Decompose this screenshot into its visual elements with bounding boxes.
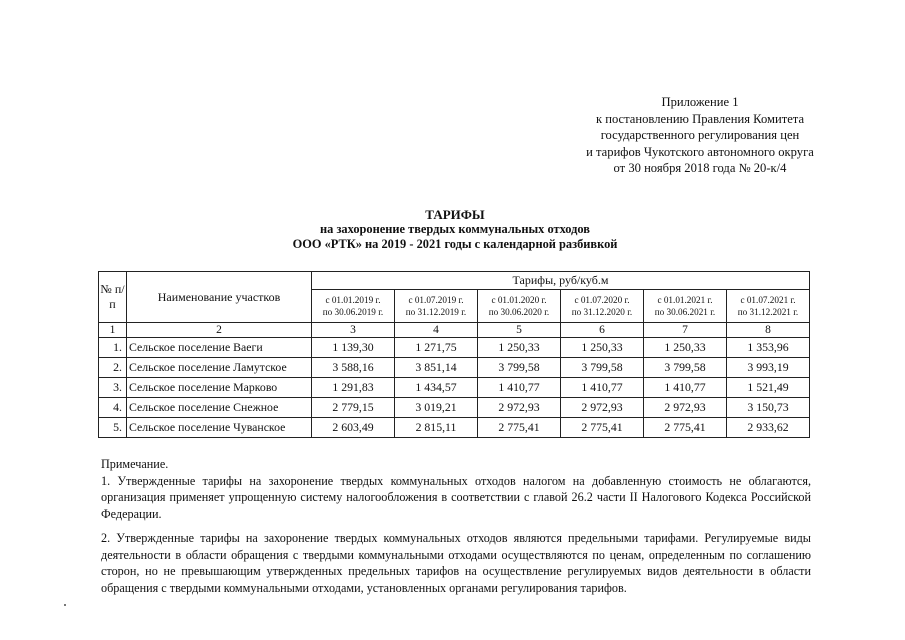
note-2: 2. Утвержденные тарифы на захоронение твердых коммунальных отходов являются предельными тарифами. Регулируемые виды деятельности в области обращения с твердыми коммунальными отходами осуществляются по ценам, определенным по соглашению сторон, но не превышающим утвержденных предельных тарифов на осуществление регулируемых видов деятельности в области обращения с твердыми коммунальными отходами, установленных органами регулирования тарифов. xyxy=(101,531,811,595)
tariff-value: 3 993,19 xyxy=(727,358,810,378)
row-number: 4. xyxy=(99,398,127,418)
tariff-value: 3 799,58 xyxy=(561,358,644,378)
period-cell xyxy=(644,290,727,323)
table-row xyxy=(99,338,810,358)
row-number: 1. xyxy=(99,338,127,358)
notes-heading: Примечание. xyxy=(101,457,169,471)
row-name: Сельское поселение Ваеги xyxy=(127,338,312,358)
period-to: по 30.06.2019 г. xyxy=(322,307,384,317)
period-cell xyxy=(727,290,810,323)
period-to: по 30.06.2020 г. xyxy=(488,307,550,317)
period-to: по 31.12.2019 г. xyxy=(405,307,467,317)
row-name: Сельское поселение Ламутское xyxy=(127,358,312,378)
column-number: 2 xyxy=(127,323,312,338)
row-number: 3. xyxy=(99,378,127,398)
table-header-row xyxy=(99,272,810,290)
tariff-value: 3 799,58 xyxy=(478,358,561,378)
scan-speck xyxy=(64,604,66,606)
column-number: 7 xyxy=(644,323,727,338)
tariff-value: 1 250,33 xyxy=(561,338,644,358)
note-1: 1. Утвержденные тарифы на захоронение твердых коммунальных отходов налогом на добавленную стоимость не облагаются, организация применяет упрощенную систему налогообложения в соответствии с главой 26.2 части II Налогового Кодекса Российской Федерации. xyxy=(101,473,811,521)
period-from: с 01.07.2019 г. xyxy=(408,294,464,305)
title-line-1: ТАРИФЫ xyxy=(425,207,485,222)
tariff-value: 1 521,49 xyxy=(727,378,810,398)
appendix-header xyxy=(540,94,860,177)
column-number: 8 xyxy=(727,323,810,338)
header-name: Наименование участков xyxy=(127,272,312,323)
period-from: с 01.01.2019 г. xyxy=(325,294,381,305)
tariff-value: 1 139,30 xyxy=(312,338,395,358)
tariff-value: 1 250,33 xyxy=(644,338,727,358)
document-title xyxy=(220,207,690,252)
row-number: 2. xyxy=(99,358,127,378)
tariffs-table xyxy=(98,271,810,438)
tariff-value: 2 775,41 xyxy=(644,418,727,438)
column-number: 6 xyxy=(561,323,644,338)
period-to: по 31.12.2020 г. xyxy=(571,307,633,317)
tariff-value: 2 933,62 xyxy=(727,418,810,438)
tariff-value: 2 815,11 xyxy=(395,418,478,438)
tariff-value: 2 779,15 xyxy=(312,398,395,418)
appendix-line: и тарифов Чукотского автономного округа xyxy=(586,144,814,159)
header-number: № п/п xyxy=(99,272,127,323)
appendix-line: государственного регулирования цен xyxy=(600,128,800,142)
period-cell xyxy=(312,290,395,323)
table-row xyxy=(99,418,810,438)
row-name: Сельское поселение Снежное xyxy=(127,398,312,418)
period-to: по 30.06.2021 г. xyxy=(654,307,716,317)
column-number: 1 xyxy=(99,323,127,338)
appendix-line: Приложение 1 xyxy=(661,95,739,109)
title-line-3: ООО «РТК» на 2019 - 2021 годы с календарной разбивкой xyxy=(292,237,618,251)
tariff-value: 3 588,16 xyxy=(312,358,395,378)
tariff-value: 2 775,41 xyxy=(478,418,561,438)
tariff-value: 1 271,75 xyxy=(395,338,478,358)
table-row xyxy=(99,378,810,398)
appendix-line: от 30 ноября 2018 года № 20-к/4 xyxy=(613,161,787,175)
column-number: 3 xyxy=(312,323,395,338)
row-name: Сельское поселение Марково xyxy=(127,378,312,398)
table-row xyxy=(99,358,810,378)
tariff-value: 1 434,57 xyxy=(395,378,478,398)
column-number: 4 xyxy=(395,323,478,338)
tariff-value: 2 972,93 xyxy=(644,398,727,418)
row-name: Сельское поселение Чуванское xyxy=(127,418,312,438)
tariff-value: 3 150,73 xyxy=(727,398,810,418)
tariff-value: 1 353,96 xyxy=(727,338,810,358)
tariff-value: 2 972,93 xyxy=(561,398,644,418)
tariff-value: 3 019,21 xyxy=(395,398,478,418)
header-tariffs: Тарифы, руб/куб.м xyxy=(312,272,810,290)
appendix-line: к постановлению Правления Комитета xyxy=(595,111,805,126)
tariff-value: 1 410,77 xyxy=(478,378,561,398)
tariff-value: 1 250,33 xyxy=(478,338,561,358)
period-from: с 01.07.2021 г. xyxy=(740,294,796,305)
tariff-value: 1 291,83 xyxy=(312,378,395,398)
tariff-value: 2 972,93 xyxy=(478,398,561,418)
tariff-value: 3 851,14 xyxy=(395,358,478,378)
period-from: с 01.01.2021 г. xyxy=(657,294,713,305)
period-cell xyxy=(395,290,478,323)
row-number: 5. xyxy=(99,418,127,438)
column-number: 5 xyxy=(478,323,561,338)
tariff-value: 2 775,41 xyxy=(561,418,644,438)
period-cell xyxy=(561,290,644,323)
tariff-value: 1 410,77 xyxy=(561,378,644,398)
tariff-value: 1 410,77 xyxy=(644,378,727,398)
period-from: с 01.01.2020 г. xyxy=(491,294,547,305)
period-cell xyxy=(478,290,561,323)
tariff-value: 3 799,58 xyxy=(644,358,727,378)
period-from: с 01.07.2020 г. xyxy=(574,294,630,305)
table-row xyxy=(99,398,810,418)
period-to: по 31.12.2021 г. xyxy=(737,307,799,317)
tariff-value: 2 603,49 xyxy=(312,418,395,438)
column-number-row xyxy=(99,323,810,338)
notes-spacer xyxy=(101,522,811,530)
title-line-2: на захоронение твердых коммунальных отходов xyxy=(320,222,590,236)
notes-section xyxy=(101,456,811,596)
